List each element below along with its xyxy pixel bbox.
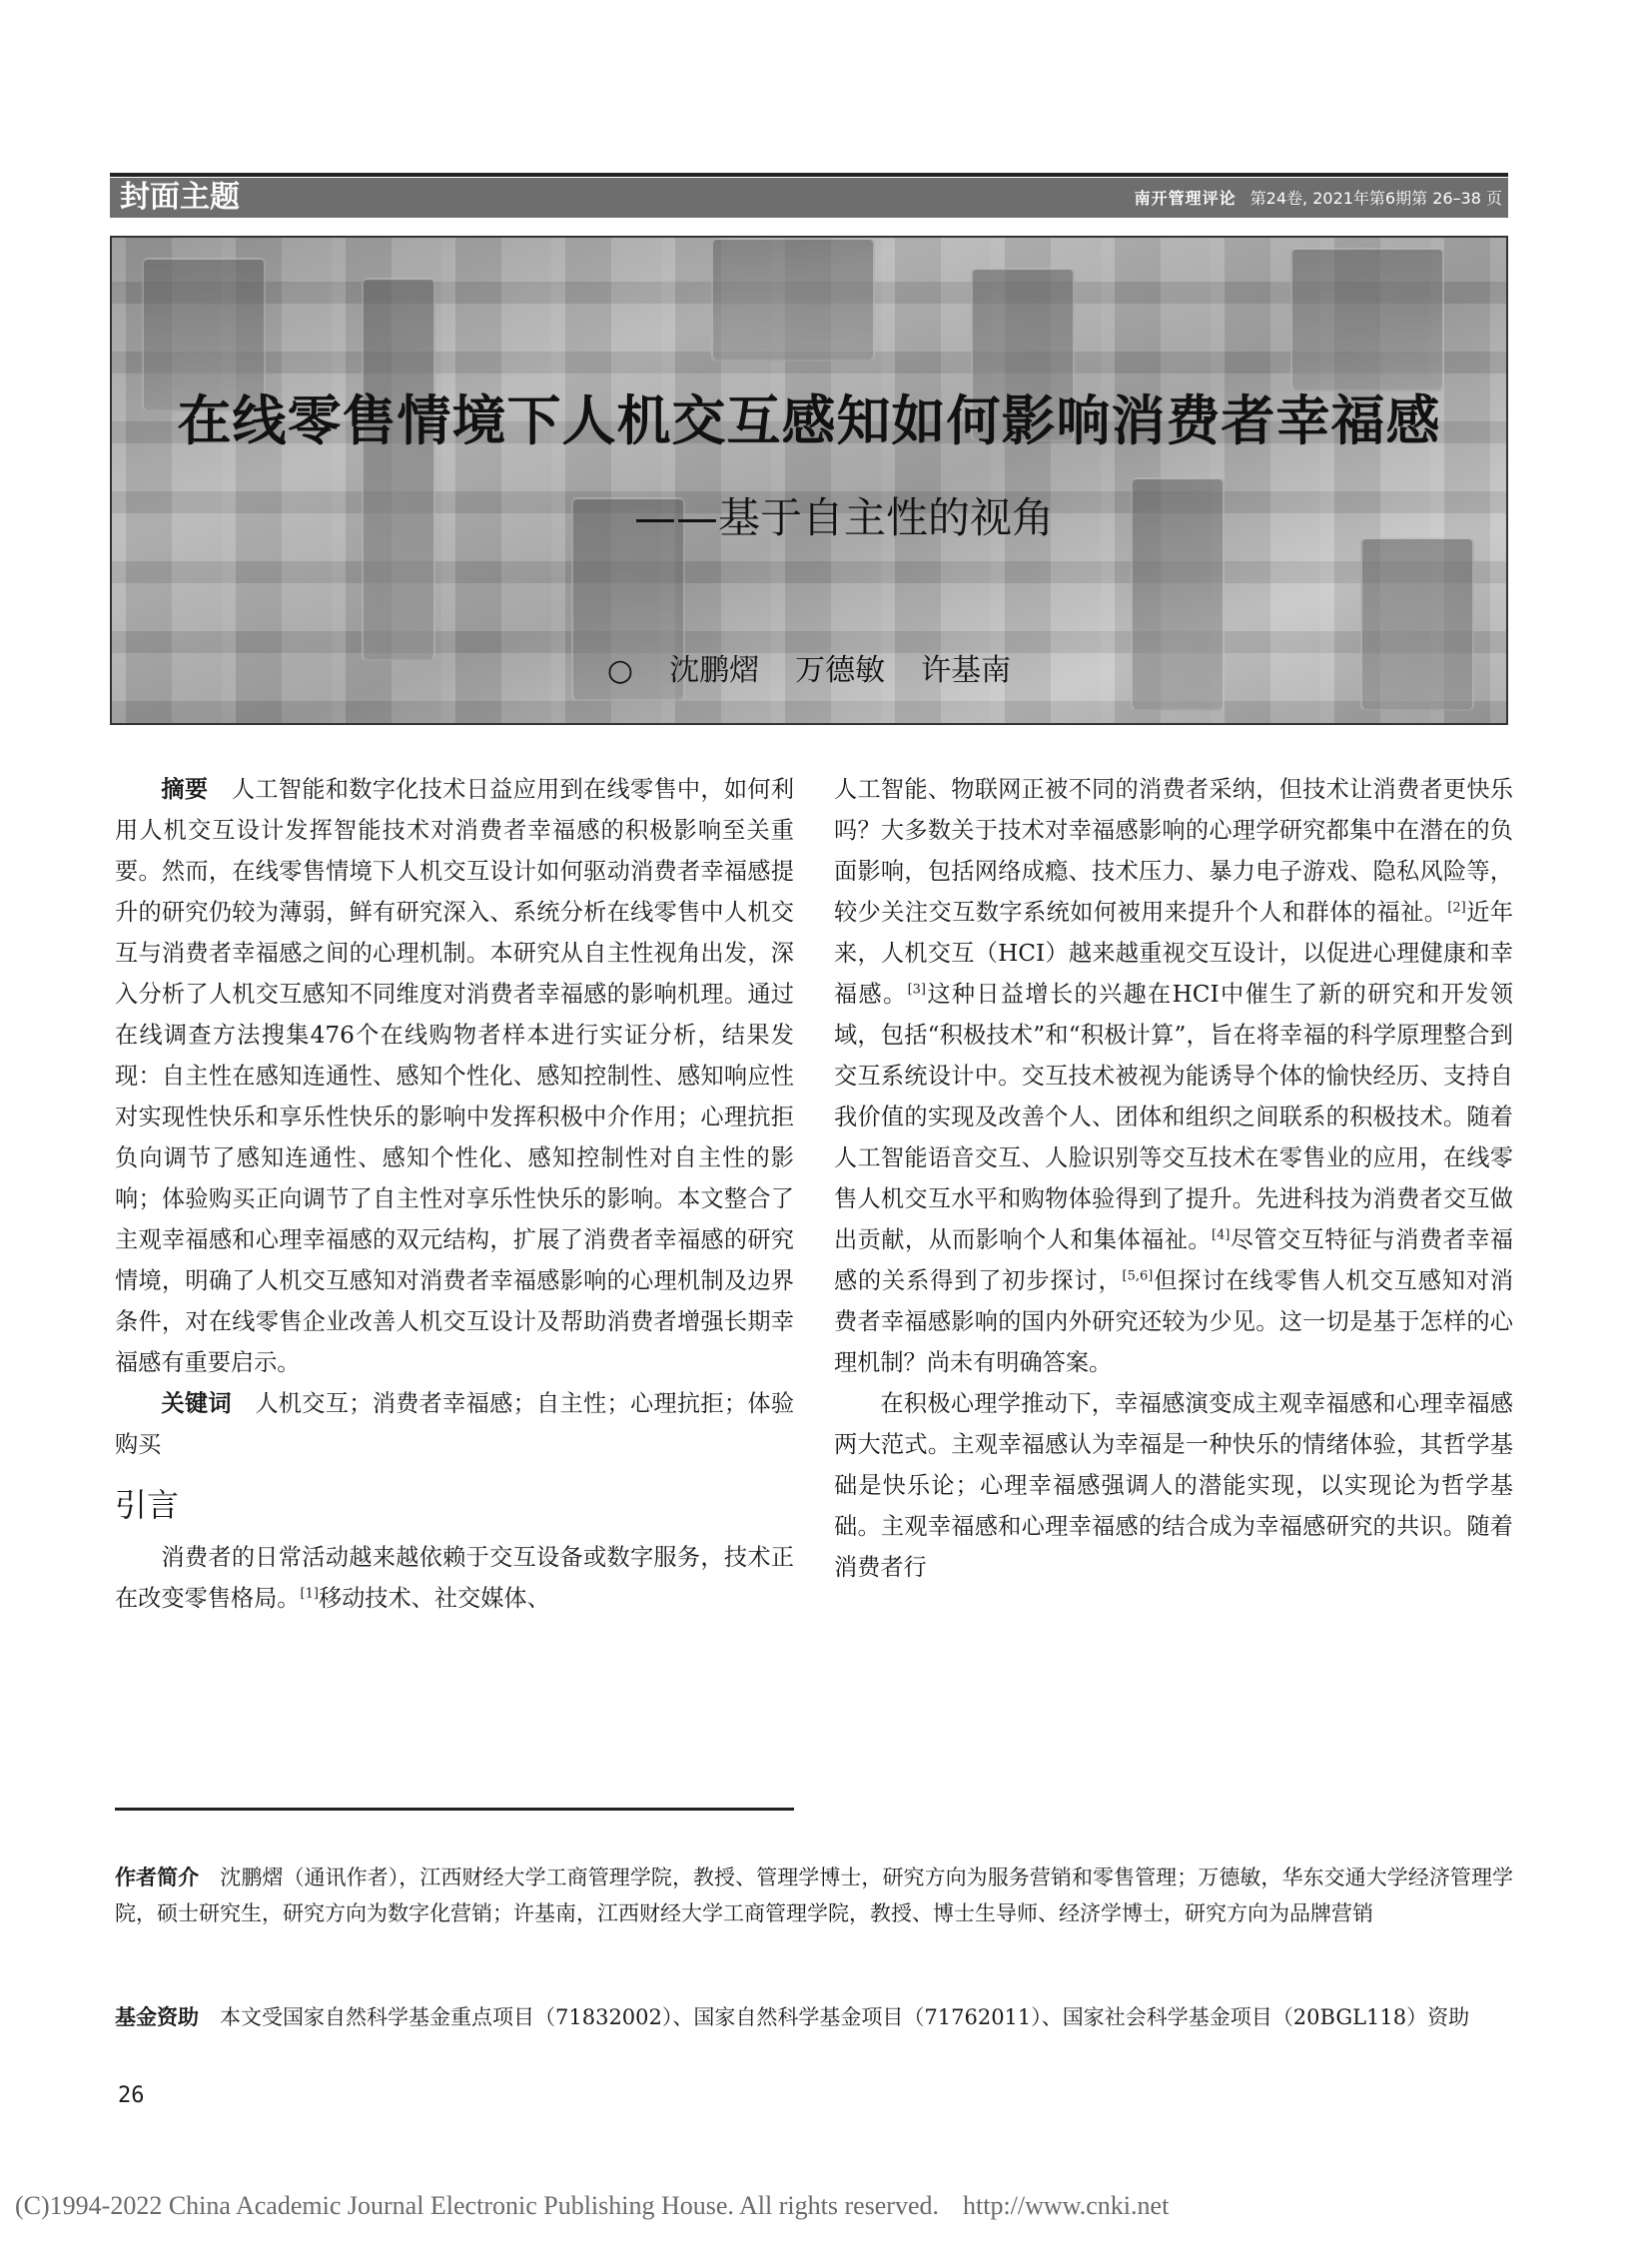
body-paragraph [834,769,1513,1383]
author-bio [115,1860,1513,1931]
keywords [115,1383,794,1465]
author-line [112,653,1506,689]
body-paragraph: 在积极心理学推动下，幸福感演变成主观幸福感和心理幸福感两大范式。主观幸福感认为幸福是一种快乐的情绪体验，其哲学基础是快乐论；心理幸福感强调人的潜能实现，以实现论为哲学基础。主观幸福感和心理幸福感的结合成为幸福感研究的共识。随着消费者行 [834,1390,1513,1581]
author-name: 万德敏 [795,653,886,688]
article-subtitle: ——基于自主性的视角 [633,493,1054,542]
section-heading-intro: 引言 [115,1486,180,1524]
header-rule [110,173,1508,177]
keywords-text: 人机交互；消费者幸福感；自主性；心理抗拒；体验购买 [115,1390,795,1458]
abstract [115,769,794,1383]
keywords-label: 关键词 [161,1390,232,1417]
funding-label: 基金资助 [115,2005,199,2029]
citation[interactable]: [4] [1212,1227,1231,1243]
cover-banner [110,236,1508,725]
author-bio-label: 作者简介 [115,1866,200,1889]
issue-info: 第24卷, 2021年第6期第 26–38 页 [1249,189,1502,208]
author-name: 许基南 [921,653,1012,688]
journal-info [1135,189,1502,209]
cover-decoration [142,258,266,411]
citation[interactable]: [1] [300,1586,319,1602]
citation[interactable]: [3] [907,982,926,998]
cover-decoration [362,278,435,661]
abstract-text: 人工智能和数字化技术日益应用到在线零售中，如何利用人机交互设计发挥智能技术对消费者幸福感的积极影响至关重要。然而，在线零售情境下人机交互设计如何驱动消费者幸福感提升的研究仍较为薄弱，鲜有研究深入、系统分析在线零售中人机交互与消费者幸福感之间的心理机制。本研究从自主性视角出发，深入分析了人机交互感知不同维度对消费者幸福感的影响机理。通过在线调查方法搜集476个在线购物者样本进行实证分析，结果发现：自主性在感知连通性、感知个性化、感知控制性、感知响应性对实现性快乐和享乐性快乐的影响中发挥积极中介作用；心理抗拒负向调节了感知连通性、感知个性化、感知控制性对自主性的影响；体验购买正向调节了自主性对享乐性快乐的影响。本文整合了主观幸福感和心理幸福感的双元结构，扩展了消费者幸福感的研究情境，明确了人机交互感知对消费者幸福感影响的心理机制及边界条件，对在线零售企业改善人机交互设计及帮助消费者增强长期幸福感有重要启示。 [115,776,795,1376]
right-column [834,769,1513,1588]
page-number: 26 [118,2083,145,2108]
body-text: 但探讨在线零售人机交互感知对消费者幸福感影响的国内外研究还较为少见。这一切是基于怎样的心理机制？尚未有明确答案。 [834,1267,1514,1376]
journal-name: 南开管理评论 [1134,189,1237,208]
author-marker: ○ [606,653,634,688]
body-text: 消费者的日常活动越来越依赖于交互设备或数字服务，技术正在改变零售格局。 [115,1544,794,1612]
funding-note [115,1999,1513,2035]
funding-text: 本文受国家自然科学基金重点项目（71832002）、国家自然科学基金项目（71762011）、国家社会科学基金项目（20BGL118）资助 [220,2005,1470,2029]
copyright-line [15,2191,1169,2221]
author-bio-text: 沈鹏熠（通讯作者），江西财经大学工商管理学院，教授、管理学博士，研究方向为服务营销和零售管理；万德敏，华东交通大学经济管理学院，硕士研究生，研究方向为数字化营销；许基南，江西财经大学工商管理学院，教授、博士生导师、经济学博士，研究方向为品牌营销 [115,1866,1514,1925]
body-text: 移动技术、社交媒体、 [318,1585,550,1612]
left-column [115,769,794,1619]
body-text: 这种日益增长的兴趣在HCI中催生了新的研究和开发领域，包括“积极技术”和“积极计算”，旨在将幸福的科学原理整合到交互系统设计中。交互技术被视为能诱导个体的愉快经历、支持自我价值的实现及改善个人、团体和组织之间联系的积极技术。随着人工智能语音交互、人脸识别等交互技术在零售业的应用，在线零售人机交互水平和购物体验得到了提升。先进科技为消费者交互做出贡献，从而影响个人和集体福祉。 [834,981,1513,1253]
intro-paragraph [115,1537,794,1619]
citation[interactable]: [5,6] [1122,1268,1154,1284]
body-text: 人工智能、物联网正被不同的消费者采纳，但技术让消费者更快乐吗？大多数关于技术对幸福感影响的心理学研究都集中在潜在的负面影响，包括网络成瘾、技术压力、暴力电子游戏、隐私风险等，较少关注交互数字系统如何被用来提升个人和群体的福祉。 [834,776,1513,926]
cover-decoration [1290,248,1444,391]
section-label: 封面主题 [120,180,240,215]
cover-decoration [711,238,875,362]
body-text: 尽管交互特征与消费者幸福感的关系得到了初步探讨， [834,1226,1514,1294]
footnote-rule [115,1808,794,1811]
body-text: 近年来，人机交互（HCI）越来越重视交互设计，以促进心理健康和幸福感。 [834,899,1514,1008]
author-name: 沈鹏熠 [669,653,760,688]
citation[interactable]: [2] [1447,900,1466,916]
article-title: 在线零售情境下人机交互感知如何影响消费者幸福感 [177,389,1441,452]
abstract-label: 摘要 [161,776,209,803]
copyright-text: (C)1994-2022 China Academic Journal Electronic Publishing House. All rights reserved. [15,2191,939,2220]
website-link[interactable]: http://www.cnki.net [963,2191,1170,2220]
